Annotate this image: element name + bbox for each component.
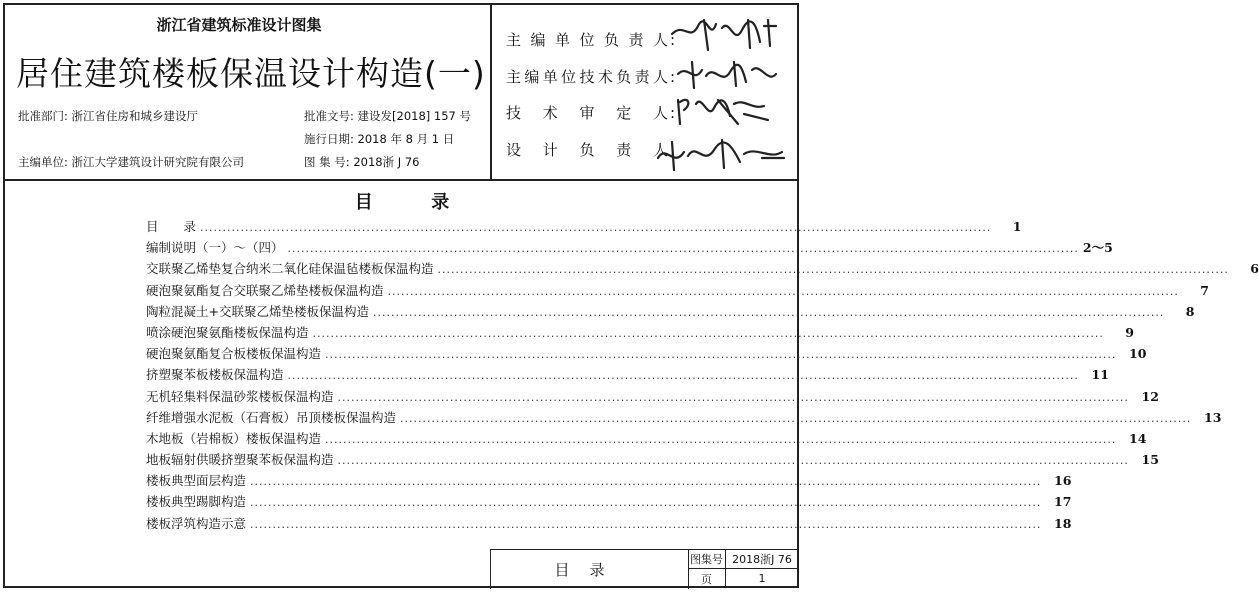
toc-entry[interactable] [146, 450, 1159, 471]
toc-entry[interactable] [146, 471, 1072, 492]
toc-entry-title: 编制说明（一）～（四） [146, 240, 284, 256]
toc-entry-title: 硬泡聚氨酯复合交联聚乙烯垫楼板保温构造 [146, 282, 384, 298]
toc-leader-dots: ................................................................................................................................................................................ [287, 242, 1079, 256]
header-info [4, 4, 490, 180]
toc-leader-dots: ................................................................................................................................................................................ [250, 475, 1042, 489]
effective-date [304, 131, 454, 147]
effective-date-value: 2018 年 8 月 1 日 [357, 132, 455, 146]
toc-entry[interactable] [146, 492, 1072, 513]
effective-date-label: 施行日期: [304, 132, 354, 146]
toc-leader-dots: ................................................................................................................................................................................ [400, 411, 1192, 425]
toc-entry-page: 7 [1200, 282, 1209, 298]
handwritten-signature-2 [672, 56, 782, 92]
toc-entry[interactable] [146, 302, 1195, 323]
sig-row-design-head: 设计负责人 : [506, 141, 676, 159]
toc-entry-page: 18 [1054, 515, 1072, 531]
sheet-name: 目录 [491, 550, 689, 589]
sig-label: 主编单位负责人 [506, 31, 668, 49]
toc-leader-dots: ................................................................................................................................................................................ [437, 263, 1229, 277]
atlas-no-value: 2018浙J 76 [726, 550, 798, 569]
toc-entry-title: 硬泡聚氨酯复合板楼板保温构造 [146, 346, 322, 362]
toc-entry[interactable] [146, 514, 1072, 535]
toc-entry-page: 1 [1012, 219, 1022, 234]
toc-entry-title: 无机轻集料保温砂浆楼板保温构造 [146, 388, 334, 404]
toc-leader-dots: ................................................................................................................................................................................ [287, 369, 1079, 383]
toc-entry-page: 16 [1054, 473, 1072, 489]
toc-entry-title: 陶粒混凝土+交联聚乙烯垫楼板保温构造 [146, 303, 369, 319]
atlas-no-label: 图 集 号: [304, 155, 350, 169]
approval-no-label: 批准文号: [304, 109, 354, 123]
toc-entry-title: 楼板典型踢脚构造 [146, 494, 247, 510]
toc-leader-dots: ................................................................................................................................................................................ [337, 390, 1129, 404]
toc-entry-page: 15 [1141, 452, 1159, 468]
toc-entry-page: 2～5 [1082, 240, 1113, 256]
toc-entry-page: 6 [1250, 261, 1259, 277]
signature-block [492, 4, 798, 180]
toc-leader-dots: ................................................................................................................................................................................ [325, 348, 1117, 362]
toc-entry-page: 14 [1129, 430, 1147, 446]
sig-label: 技术审定人 [506, 104, 668, 122]
toc-entry-title: 目 录 [146, 219, 197, 234]
toc-leader-dots: ................................................................................................................................................................................ [337, 454, 1129, 468]
toc-entry-page: 17 [1054, 494, 1072, 510]
atlas-no-label: 图集号 [688, 550, 726, 569]
toc-entry-title: 木地板（岩棉板）楼板保温构造 [146, 430, 322, 446]
toc-entry-page: 10 [1129, 346, 1147, 362]
toc-entry-title: 楼板典型面层构造 [146, 473, 247, 489]
toc-entry-title: 喷涂硬泡聚氨酯楼板保温构造 [146, 324, 309, 340]
approval-no [304, 108, 471, 124]
toc-entry[interactable] [146, 259, 1259, 280]
toc-entry-title: 楼板浮筑构造示意 [146, 515, 247, 531]
atlas-no-value: 2018浙 J 76 [353, 155, 420, 169]
toc-leader-dots: ................................................................................................................................................................................ [250, 496, 1042, 510]
atlas-no [304, 154, 419, 170]
toc-leader-dots: ................................................................................................................................................................................ [325, 432, 1117, 446]
title-block [490, 549, 799, 589]
toc-leader-dots: ................................................................................................................................................................................ [372, 305, 1165, 319]
chief-unit-value: 浙江大学建筑设计研究院有限公司 [71, 155, 245, 169]
sig-row-technical-reviewer: 技术审定人 : [506, 104, 676, 122]
approval-dept-label: 批准部门: [18, 109, 68, 123]
approval-dept [18, 108, 198, 124]
handwritten-signature-1 [664, 12, 784, 54]
toc-heading [0, 188, 806, 214]
toc-leader-dots: ................................................................................................................................................................................ [200, 221, 992, 234]
sig-label: 设计负责人 [506, 141, 668, 159]
toc-entry[interactable] [146, 365, 1109, 386]
toc-entry-page: 13 [1204, 409, 1222, 425]
page-label: 页 [688, 569, 726, 588]
toc-entry-title: 交联聚乙烯垫复合纳米二氧化硅保温毡楼板保温构造 [146, 261, 434, 277]
toc-entry-title: 地板辐射供暖挤塑聚苯板保温构造 [146, 452, 334, 468]
toc-heading-char-2: 录 [431, 192, 452, 213]
toc-leader-dots: ................................................................................................................................................................................ [387, 284, 1179, 298]
chief-unit [18, 154, 244, 170]
toc-entry-page: 8 [1185, 303, 1195, 319]
toc-entry[interactable] [146, 408, 1222, 429]
sig-label: 主编单位技术负责人 [506, 68, 668, 86]
toc-entry[interactable] [146, 344, 1147, 365]
toc-entry[interactable] [146, 429, 1147, 450]
approval-no-value: 建设发[2018] 157 号 [357, 109, 472, 123]
toc-entry[interactable] [146, 238, 1113, 259]
toc-heading-char-1: 目 [354, 192, 375, 213]
toc-entry-page: 9 [1125, 324, 1134, 340]
page-title: 居住建筑楼板保温设计构造(一) [16, 54, 486, 93]
toc-leader-dots: ................................................................................................................................................................................ [250, 517, 1042, 531]
toc-entry[interactable] [146, 323, 1134, 344]
atlas-name: 浙江省建筑标准设计图集 [156, 16, 322, 34]
sig-row-technical-head: 主编单位技术负责人 : [506, 68, 676, 86]
handwritten-signature-3 [668, 90, 778, 130]
toc-entry[interactable] [146, 281, 1209, 302]
toc-entry[interactable] [146, 217, 1022, 238]
toc-entry-page: 11 [1091, 367, 1109, 383]
table-of-contents [146, 217, 1259, 535]
sig-row-chief-unit-head: 主编单位负责人 : [506, 31, 676, 49]
handwritten-signature-4 [652, 128, 792, 174]
toc-entry-title: 挤塑聚苯板楼板保温构造 [146, 367, 284, 383]
page-number: 1 [758, 572, 766, 585]
toc-leader-dots: ................................................................................................................................................................................ [312, 326, 1104, 340]
approval-dept-value: 浙江省住房和城乡建设厅 [71, 109, 199, 123]
toc-entry[interactable] [146, 387, 1159, 408]
chief-unit-label: 主编单位: [18, 155, 68, 169]
toc-entry-page: 12 [1141, 388, 1159, 404]
toc-entry-title: 纤维增强水泥板（石膏板）吊顶楼板保温构造 [146, 409, 397, 425]
